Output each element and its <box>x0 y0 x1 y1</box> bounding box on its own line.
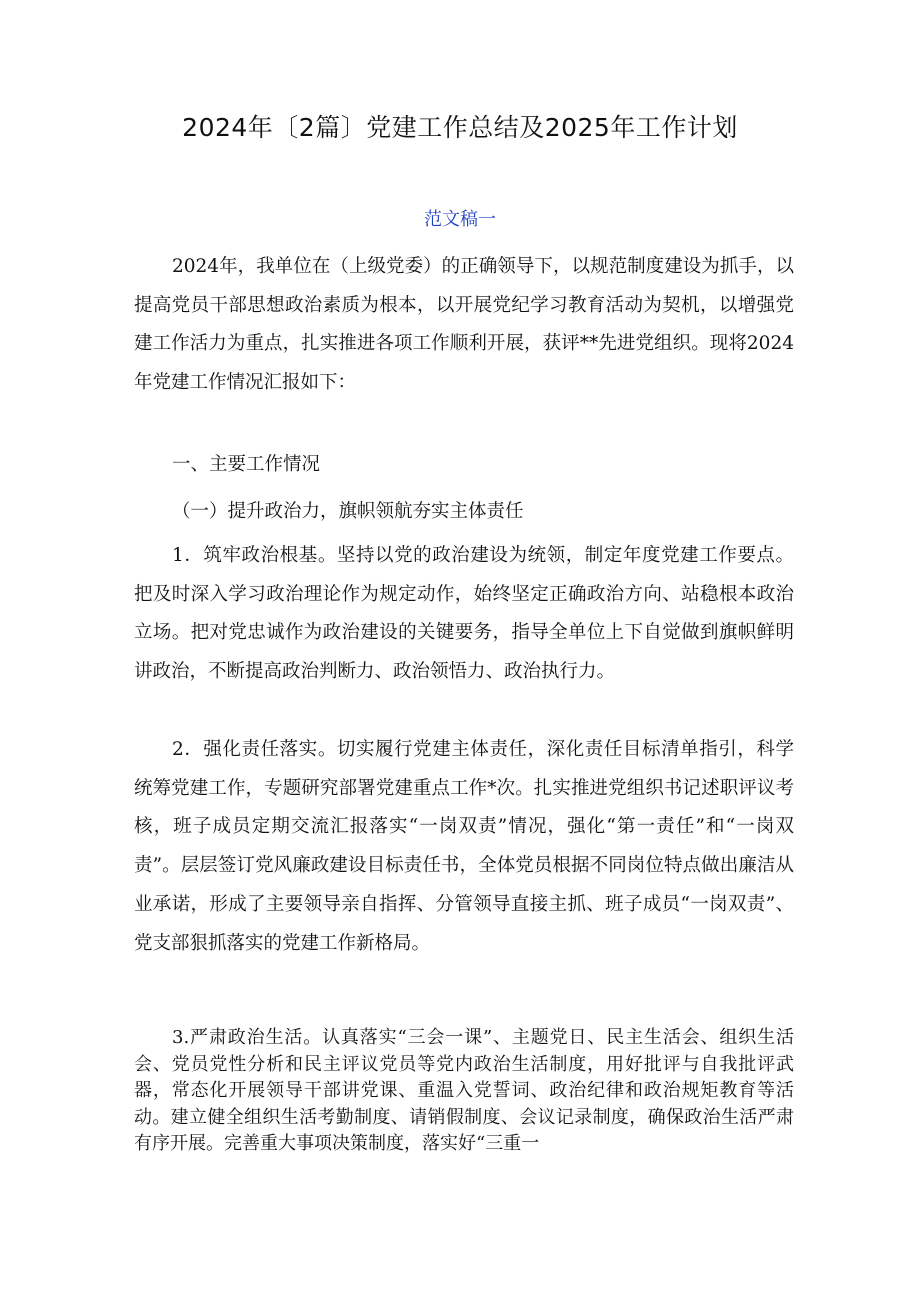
document-title: 2024年〔2篇〕党建工作总结及2025年工作计划 <box>182 113 738 142</box>
document-subtitle: 范文稿一 <box>424 209 496 230</box>
item-2-paragraph: 2．强化责任落实。切实履行党建主体责任，深化责任目标清单指引，科学统筹党建工作，专题研究部署党建重点工作*次。扎实推进党组织书记述职评议考核，班子成员定期交流汇报落实“一岗双责”情况，强化“第一责任”和“一岗双责”。层层签订党风廉政建设目标责任书，全体党员根据不同岗位特点做出廉洁从业承诺，形成了主要领导亲自指挥、分管领导直接主抓、班子成员“一岗双责”、党支部狠抓落实的党建工作新格局。 <box>134 739 794 954</box>
item-1-paragraph: 1．筑牢政治根基。坚持以党的政治建设为统领，制定年度党建工作要点。把及时深入学习政治理论作为规定动作，始终坚定正确政治方向、站稳根本政治立场。把对党忠诚作为政治建设的关键要务，指导全单位上下自觉做到旗帜鲜明讲政治，不断提高政治判断力、政治领悟力、政治执行力。 <box>134 545 794 683</box>
intro-paragraph: 2024年，我单位在（上级党委）的正确领导下，以规范制度建设为抓手，以提高党员干部思想政治素质为根本，以开展党纪学习教育活动为契机，以增强党建工作活力为重点，扎实推进各项工作顺利开展，获评**先进党组织。现将2024年党建工作情况汇报如下： <box>134 256 794 394</box>
item-3-paragraph: 3.严肃政治生活。认真落实“三会一课”、主题党日、民主生活会、组织生活会、党员党性分析和民主评议党员等党内政治生活制度，用好批评与自我批评武器，常态化开展领导干部讲党课、重温入党誓词、政治纪律和政治规矩教育等活动。建立健全组织生活考勤制度、请销假制度、会议记录制度，确保政治生活严肃有序开展。完善重大事项决策制度，落实好“三重一 <box>134 1027 794 1154</box>
subsection-heading: （一）提升政治力，旗帜领航夯实主体责任 <box>172 501 524 522</box>
section-heading: 一、主要工作情况 <box>172 454 321 475</box>
